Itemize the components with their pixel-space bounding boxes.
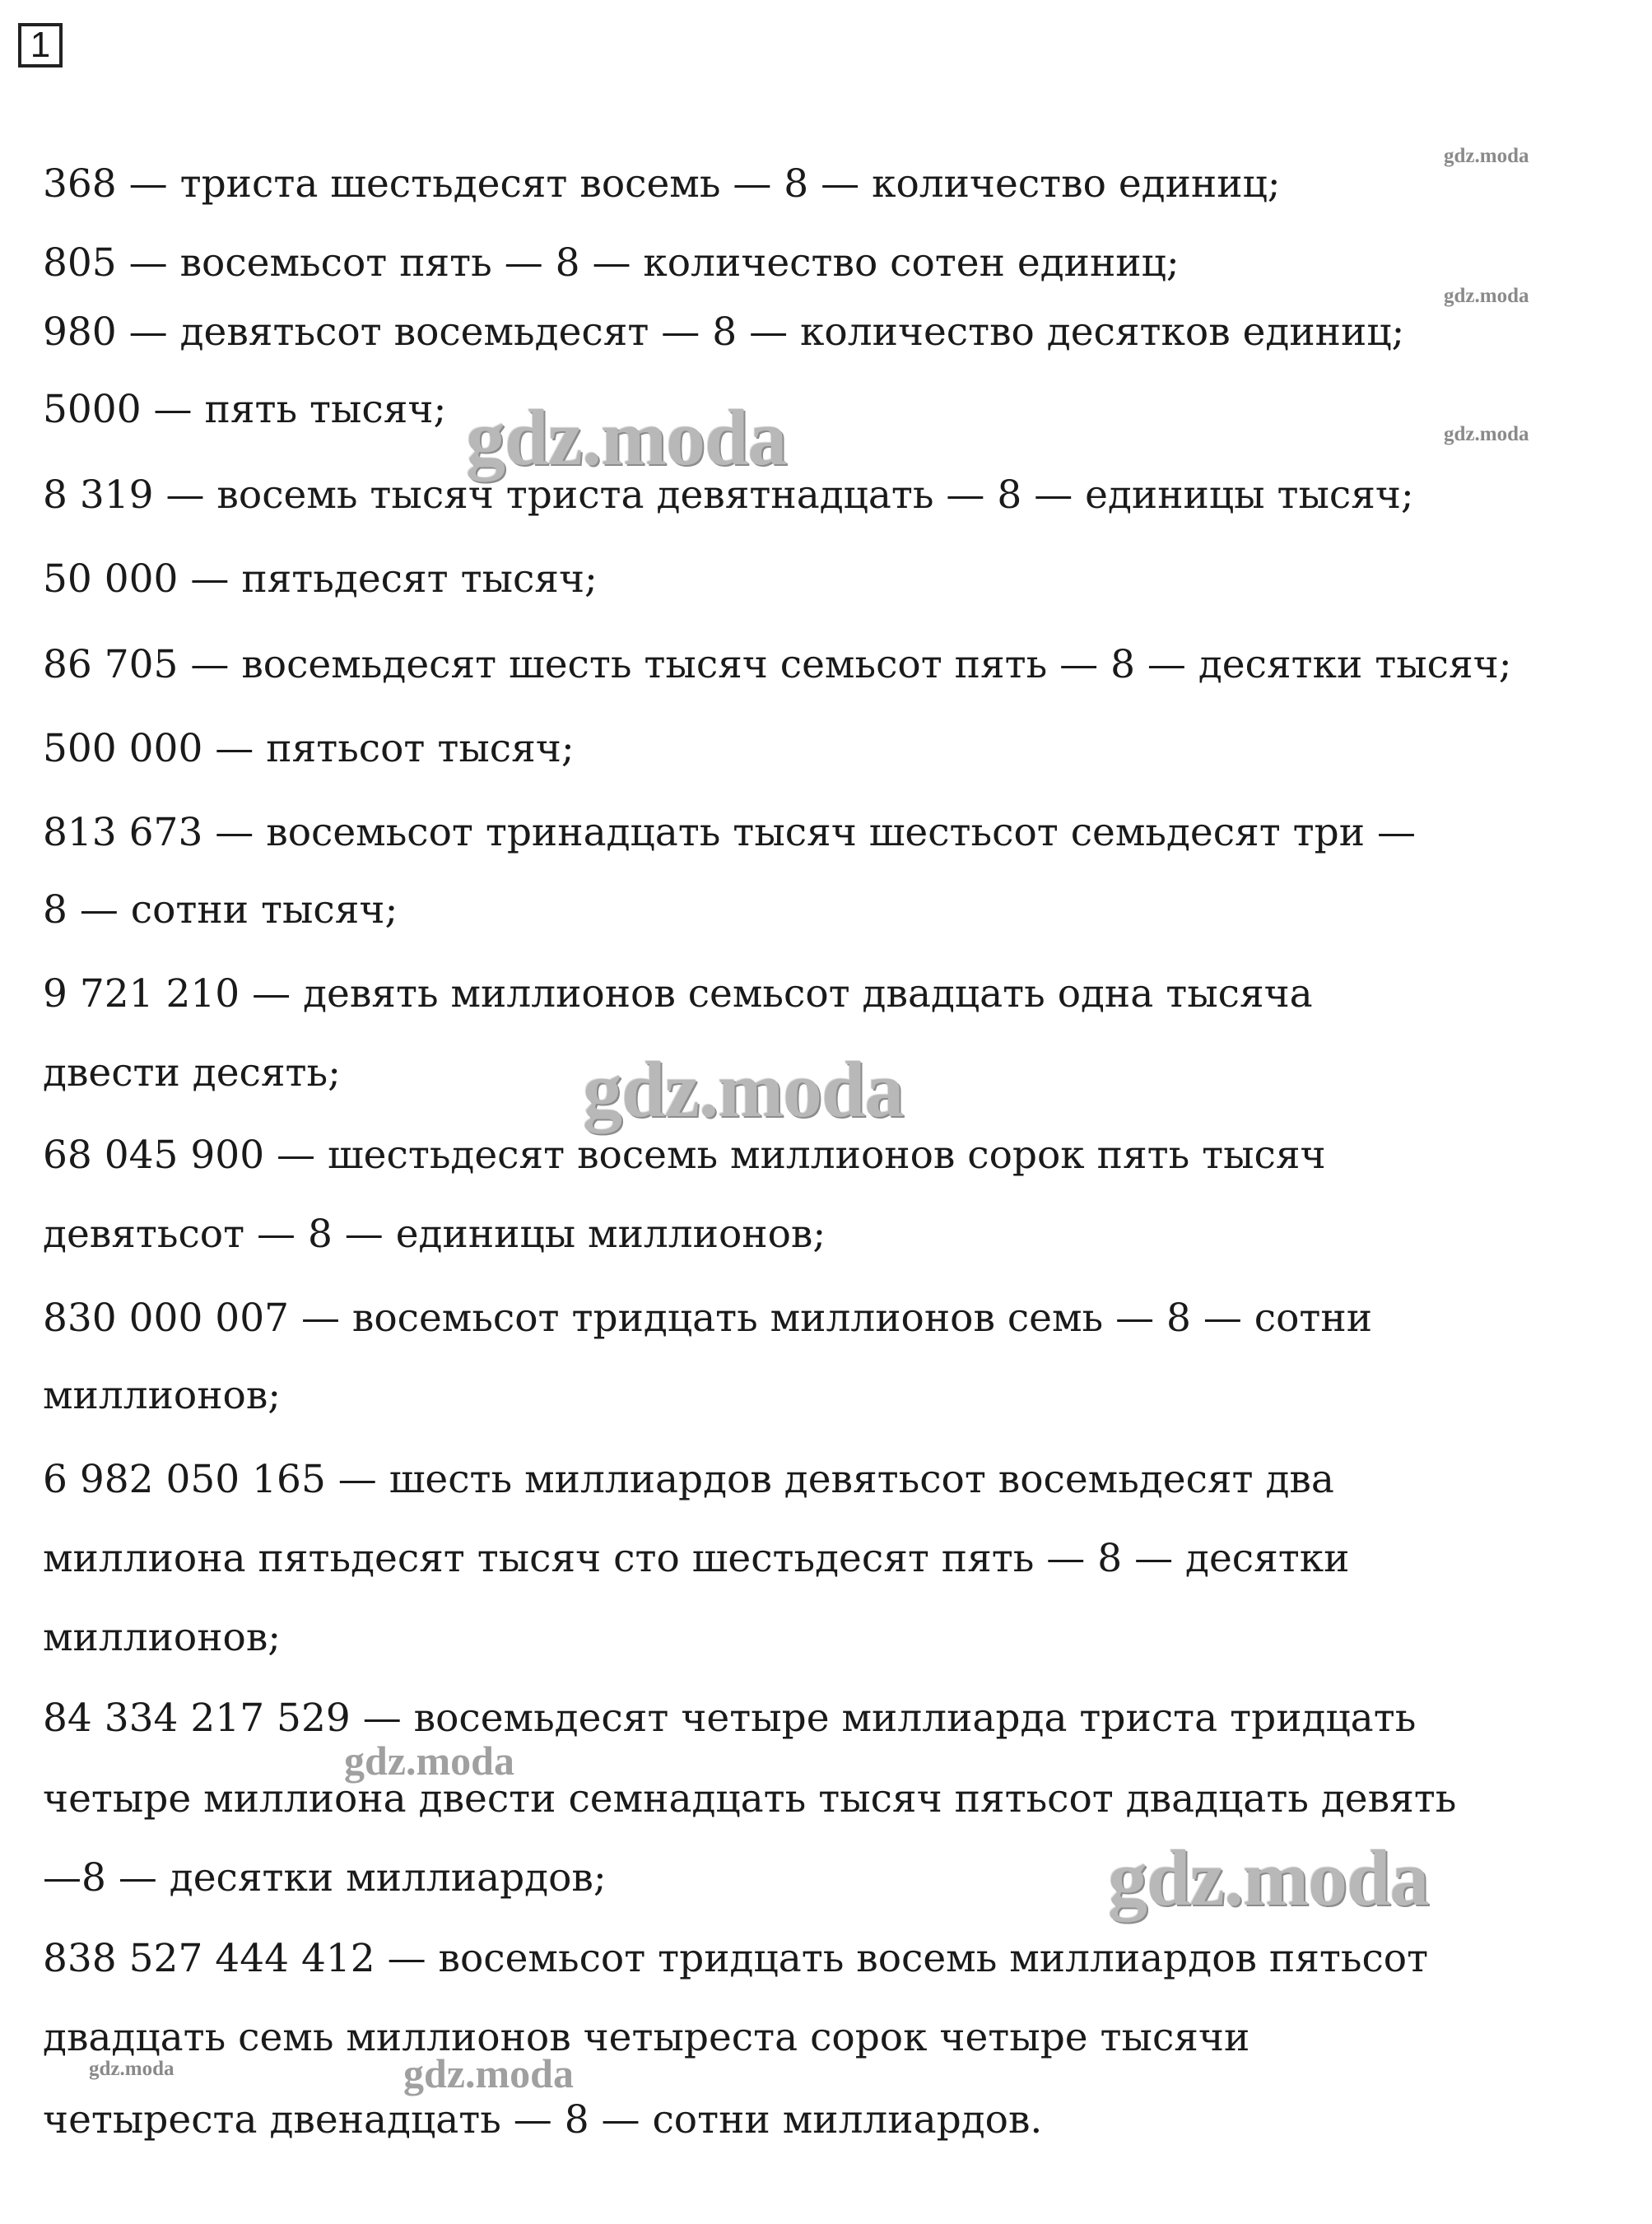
watermark-large: gdz.moda: [583, 1045, 904, 1133]
answer-line-12: двести десять;: [43, 1050, 341, 1096]
answer-line-5: 8 319 — восемь тысяч триста девятнадцать — 8 — единицы тысяч;: [43, 472, 1414, 518]
answer-line-4: 5000 — пять тысяч;: [43, 387, 447, 432]
watermark-large: gdz.moda: [1108, 1834, 1429, 1922]
answer-line-23: 838 527 444 412 — восемьсот тридцать восемь миллиардов пятьсот: [43, 1936, 1429, 1981]
watermark-large: gdz.moda: [466, 393, 787, 482]
answer-line-25: четыреста двенадцать — 8 — сотни миллиардов.: [43, 2097, 1043, 2143]
watermark-medium: gdz.moda: [344, 1738, 514, 1784]
answer-line-9: 813 673 — восемьсот тринадцать тысяч шестьсот семьдесят три —: [43, 810, 1416, 855]
answer-line-7: 86 705 — восемьдесят шесть тысяч семьсот пять — 8 — десятки тысяч;: [43, 642, 1512, 687]
answer-line-20: 84 334 217 529 — восемьдесят четыре миллиарда триста тридцать: [43, 1696, 1417, 1741]
answer-line-14: девятьсот — 8 — единицы миллионов;: [43, 1212, 826, 1257]
answer-line-21: четыре миллиона двести семнадцать тысяч пятьсот двадцать девять: [43, 1776, 1457, 1822]
answer-line-8: 500 000 — пятьсот тысяч;: [43, 726, 575, 771]
answer-line-24: двадцать семь миллионов четыреста сорок четыре тысячи: [43, 2015, 1250, 2060]
answer-line-17: 6 982 050 165 — шесть миллиардов девятьсот восемьдесят два: [43, 1457, 1334, 1502]
answer-line-2: 805 — восемьсот пять — 8 — количество сотен единиц;: [43, 240, 1180, 286]
answer-line-16: миллионов;: [43, 1373, 282, 1418]
watermark-small: gdz.moda: [1444, 145, 1529, 167]
watermark-small: gdz.moda: [1444, 423, 1529, 445]
answer-line-22: —8 — десятки миллиардов;: [43, 1855, 607, 1901]
watermark-small: gdz.moda: [89, 2058, 175, 2080]
answer-line-11: 9 721 210 — девять миллионов семьсот двадцать одна тысяча: [43, 971, 1313, 1017]
answer-line-1: 368 — триста шестьдесят восемь — 8 — количество единиц;: [43, 161, 1281, 207]
answer-line-10: 8 — сотни тысяч;: [43, 887, 398, 933]
answer-line-3: 980 — девятьсот восемьдесят — 8 — количество десятков единиц;: [43, 309, 1405, 355]
task-number-box: 1: [18, 23, 63, 67]
answer-line-19: миллионов;: [43, 1615, 282, 1660]
answer-line-15: 830 000 007 — восемьсот тридцать миллионов семь — 8 — сотни: [43, 1296, 1373, 1341]
answer-line-13: 68 045 900 — шестьдесят восемь миллионов сорок пять тысяч: [43, 1133, 1326, 1178]
watermark-small: gdz.moda: [1444, 285, 1529, 307]
answer-line-6: 50 000 — пятьдесят тысяч;: [43, 556, 598, 602]
watermark-medium: gdz.moda: [403, 2050, 574, 2096]
answer-line-18: миллиона пятьдесят тысяч сто шестьдесят пять — 8 — десятки: [43, 1536, 1350, 1581]
